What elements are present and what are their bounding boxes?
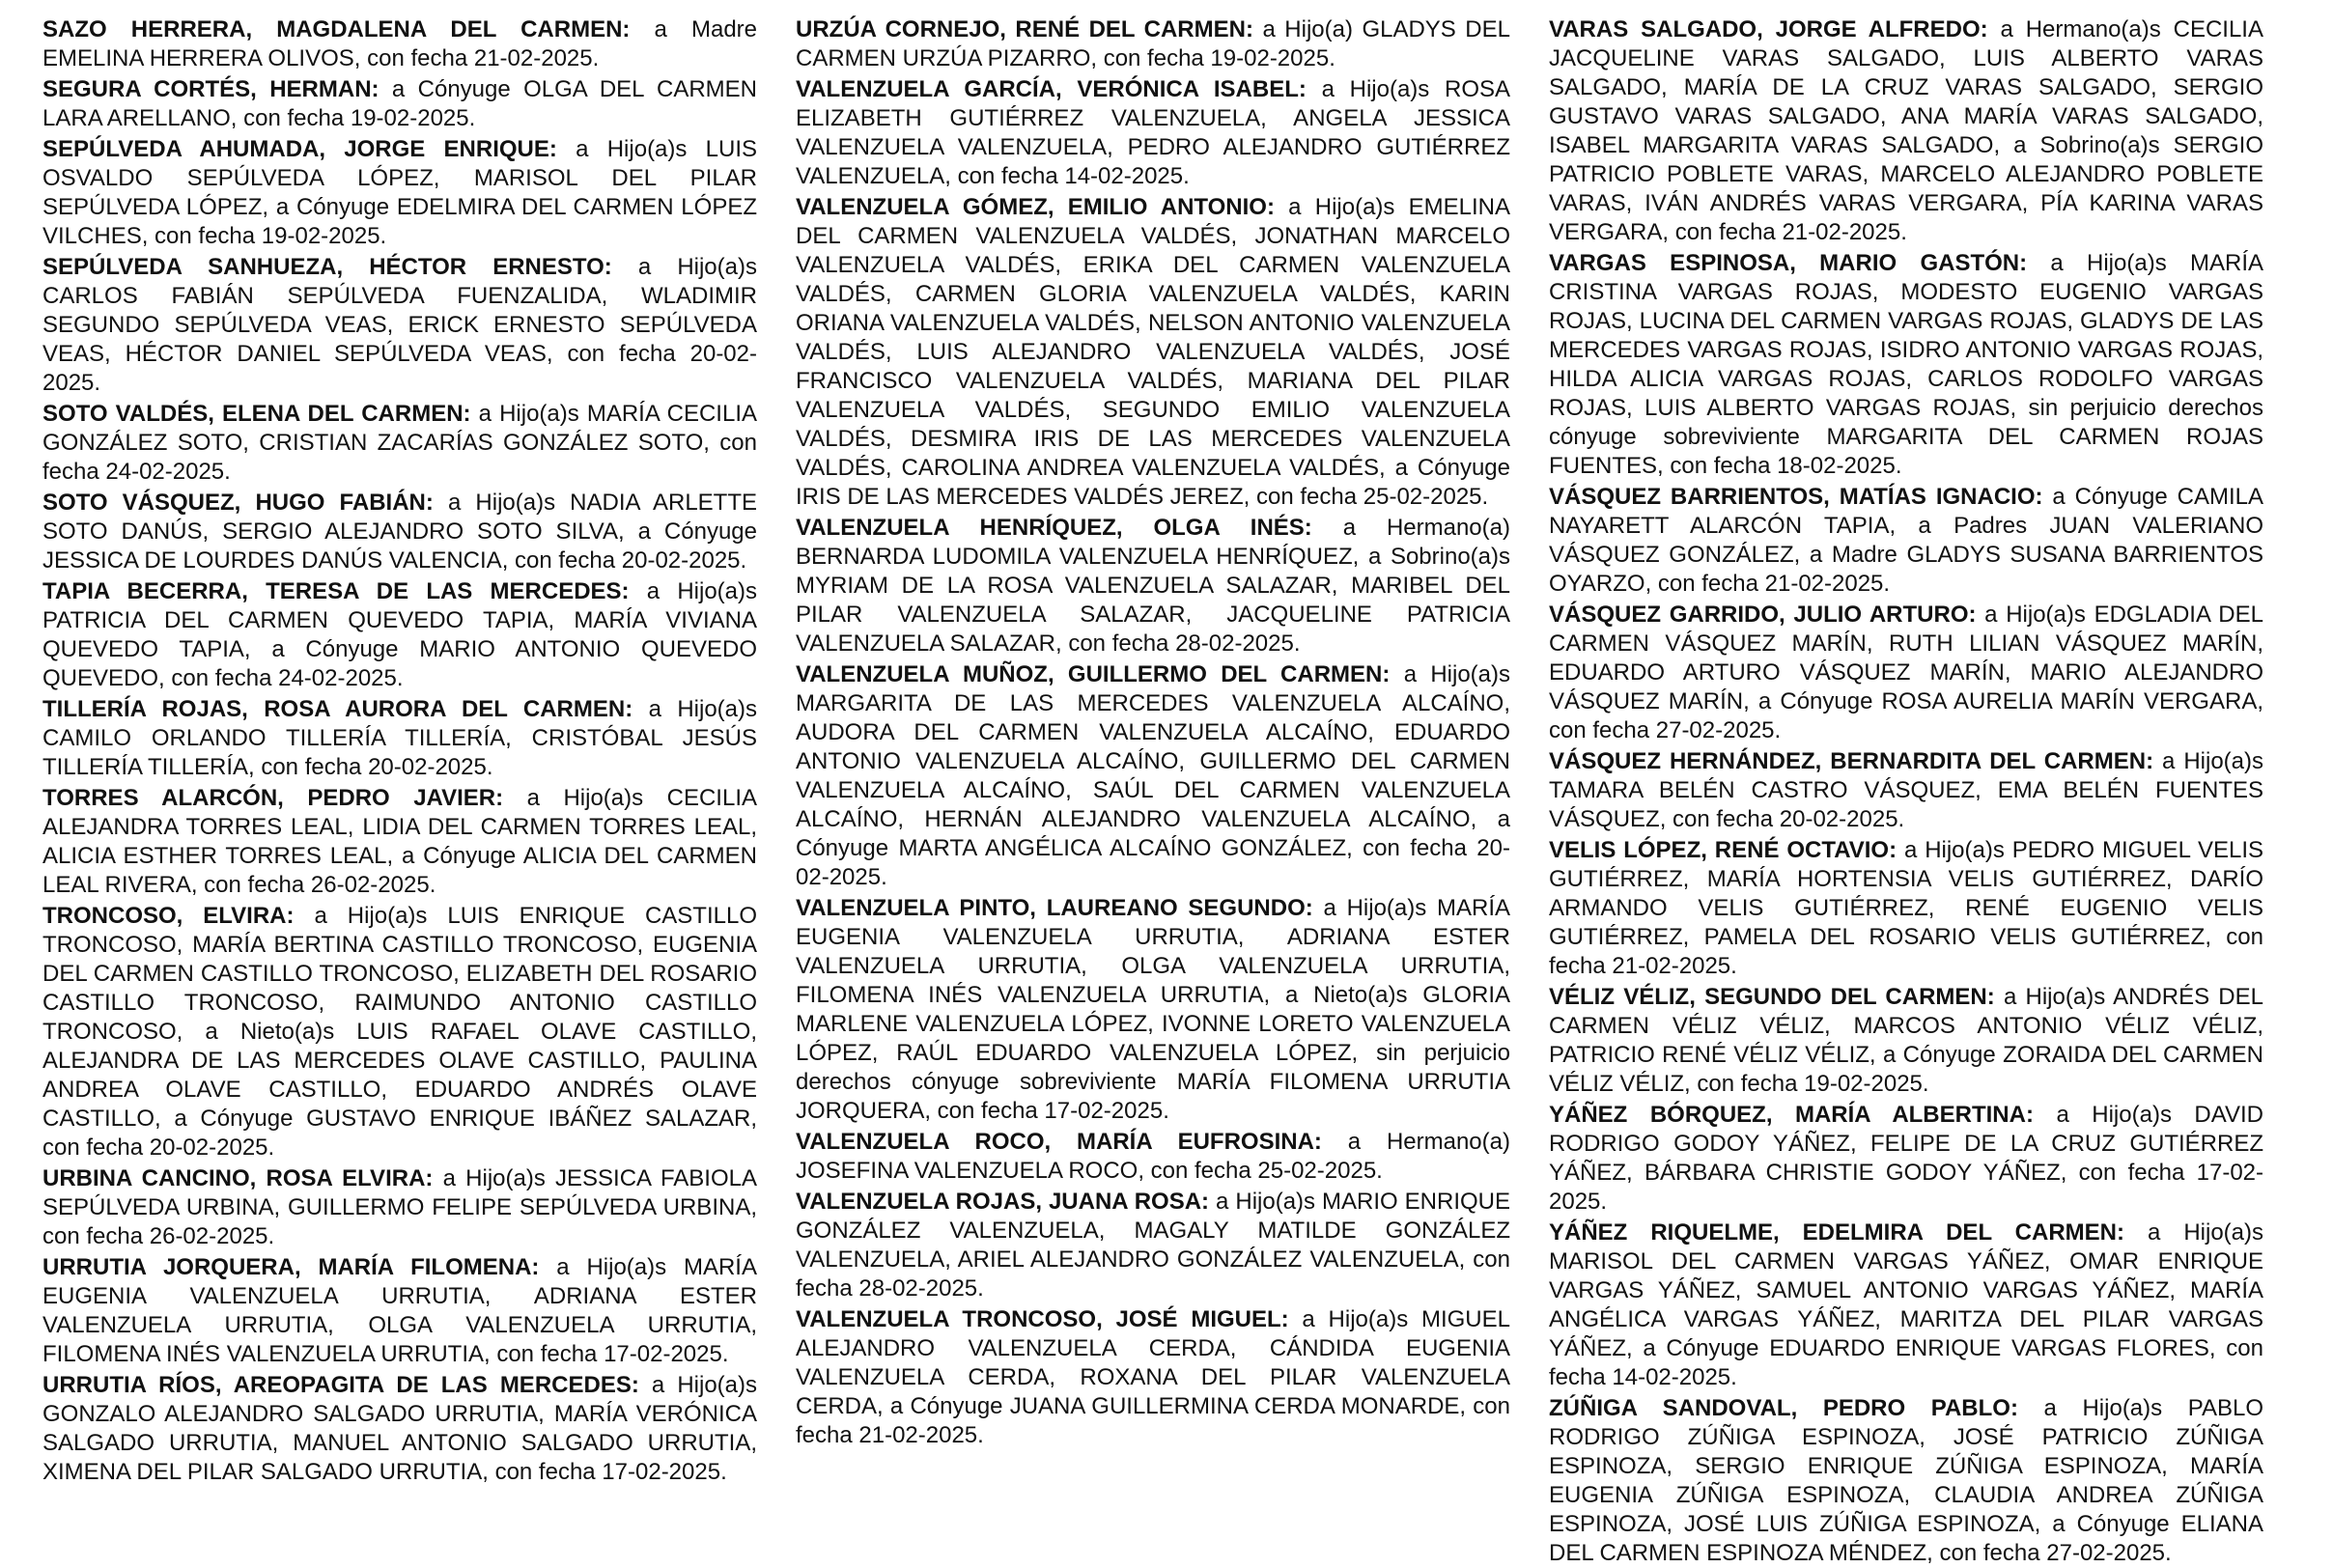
notice-entry [796,1305,1510,1450]
notice-entry [796,894,1510,1126]
entry-text: a Hijo(a)s EDGLADIA DEL CARMEN VÁSQUEZ MARÍN, RUTH LILIAN VÁSQUEZ MARÍN, EDUARDO ARTURO VÁSQUEZ MARÍN, MARIO ALEJANDRO VÁSQUEZ MARÍN, a Cónyuge ROSA AURELIA MARÍN VERGARA, con fecha 27-02-2025. [1549,602,2263,743]
entry-text: a Hermano(a) JOSEFINA VALENZUELA ROCO, con fecha 25-02-2025. [796,1129,1510,1184]
entry-text: a Hijo(a) GLADYS DEL CARMEN URZÚA PIZARRO, con fecha 19-02-2025. [796,16,1510,71]
entry-name: SOTO VÁSQUEZ, HUGO FABIÁN: [42,490,434,516]
entry-text: a Hijo(a)s MARISOL DEL CARMEN VARGAS YÁÑEZ, OMAR ENRIQUE VARGAS YÁÑEZ, SAMUEL ANTONIO VARGAS YÁÑEZ, MARÍA ANGÉLICA VARGAS YÁÑEZ, MARITZA DEL PILAR VARGAS YÁÑEZ, a Cónyuge EDUARDO ENRIQUE VARGAS FLORES, con fecha 14-02-2025. [1549,1219,2263,1390]
entry-text: a Madre EMELINA HERRERA OLIVOS, con fecha 21-02-2025. [42,16,758,71]
entry-text: a Hijo(a)s GONZALO ALEJANDRO SALGADO URRUTIA, MARÍA VERÓNICA SALGADO URRUTIA, MANUEL ANTONIO SALGADO URRUTIA, XIMENA DEL PILAR SALGADO URRUTIA, con fecha 17-02-2025. [42,1372,757,1485]
notice-entry [1549,1218,2263,1392]
notice-entry [796,660,1510,892]
notice-entry [1549,747,2263,834]
notice-entry [42,135,757,251]
entry-name: YÁÑEZ RIQUELME, EDELMIRA DEL CARMEN: [1549,1219,2124,1246]
notice-entry [796,1128,1510,1186]
notice-entry [1549,15,2263,247]
entry-name: YÁÑEZ BÓRQUEZ, MARÍA ALBERTINA: [1549,1102,2034,1128]
column-right [1549,15,2264,1566]
entry-text: a Hijo(a)s CECILIA ALEJANDRA TORRES LEAL, LIDIA DEL CARMEN TORRES LEAL, ALICIA ESTHER TORRES LEAL, a Cónyuge ALICIA DEL CARMEN LEAL RIVERA, con fecha 26-02-2025. [42,785,757,898]
notice-entry [796,514,1510,658]
entry-text: a Hijo(a)s LUIS OSVALDO SEPÚLVEDA LÓPEZ, MARISOL DEL PILAR SEPÚLVEDA LÓPEZ, a Cónyuge EDELMIRA DEL CARMEN LÓPEZ VILCHES, con fecha 19-02-2025. [42,136,758,249]
entry-name: VARGAS ESPINOSA, MARIO GASTÓN: [1549,250,2028,276]
entry-text: a Hijo(a)s LUIS ENRIQUE CASTILLO TRONCOSO, MARÍA BERTINA CASTILLO TRONCOSO, EUGENIA DEL CARMEN CASTILLO TRONCOSO, ELIZABETH DEL ROSARIO CASTILLO TRONCOSO, RAIMUNDO ANTONIO CASTILLO TRONCOSO, a Nieto(a)s LUIS RAFAEL OLAVE CASTILLO, ALEJANDRA DE LAS MERCEDES OLAVE CASTILLO, PAULINA ANDREA OLAVE CASTILLO, EDUARDO ANDRÉS OLAVE CASTILLO, a Cónyuge GUSTAVO ENRIQUE IBÁÑEZ SALAZAR, con fecha 20-02-2025. [42,903,757,1161]
entry-text: a Hijo(a)s PATRICIA DEL CARMEN QUEVEDO TAPIA, MARÍA VIVIANA QUEVEDO TAPIA, a Cónyuge MARIO ANTONIO QUEVEDO QUEVEDO, con fecha 24-02-2025. [42,578,757,691]
notice-entry [796,193,1510,512]
entry-text: a Hermano(a) BERNARDA LUDOMILA VALENZUELA HENRÍQUEZ, a Sobrino(a)s MYRIAM DE LA ROSA VALENZUELA SALAZAR, MARIBEL DEL PILAR VALENZUELA SALAZAR, JACQUELINE PATRICIA VALENZUELA SALAZAR, con fecha 28-02-2025. [796,515,1510,657]
entry-text: a Hijo(a)s MARIO ENRIQUE GONZÁLEZ VALENZUELA, MAGALY MATILDE GONZÁLEZ VALENZUELA, ARIEL ALEJANDRO GONZÁLEZ VALENZUELA, con fecha 28-02-2025. [796,1189,1510,1302]
notice-entry [1549,1394,2263,1568]
notice-entry [42,400,757,487]
entry-text: a Cónyuge OLGA DEL CARMEN LARA ARELLANO, con fecha 19-02-2025. [42,76,757,131]
notice-entry [1549,983,2263,1099]
entry-text: a Hijo(a)s CAMILO ORLANDO TILLERÍA TILLERÍA, CRISTÓBAL JESÚS TILLERÍA TILLERÍA, con fecha 20-02-2025. [42,696,757,780]
entry-text: a Hijo(a)s MIGUEL ALEJANDRO VALENZUELA CERDA, CÁNDIDA EUGENIA VALENZUELA CERDA, ROXANA DEL PILAR VALENZUELA CERDA, a Cónyuge JUANA GUILLERMINA CERDA MONARDE, con fecha 21-02-2025. [796,1306,1510,1448]
column-middle [796,15,1510,1464]
notice-entry [1549,836,2263,981]
entry-text: a Hijo(a)s MARÍA EUGENIA VALENZUELA URRUTIA, ADRIANA ESTER VALENZUELA URRUTIA, OLGA VALENZUELA URRUTIA, FILOMENA INÉS VALENZUELA URRUTIA, con fecha 17-02-2025. [42,1254,757,1367]
entry-name: SAZO HERRERA, MAGDALENA DEL CARMEN: [42,16,631,42]
entry-name: VÁSQUEZ BARRIENTOS, MATÍAS IGNACIO: [1549,484,2043,510]
entry-name: VALENZUELA MUÑOZ, GUILLERMO DEL CARMEN: [796,661,1391,687]
entry-name: URZÚA CORNEJO, RENÉ DEL CARMEN: [796,16,1253,42]
notice-entry [42,1253,757,1369]
notice-entry [796,1188,1510,1303]
notice-entry [42,253,757,398]
entry-name: ZÚÑIGA SANDOVAL, PEDRO PABLO: [1549,1395,2018,1421]
entry-text: a Hijo(a)s NADIA ARLETTE SOTO DANÚS, SERGIO ALEJANDRO SOTO SILVA, a Cónyuge JESSICA DE LOURDES DANÚS VALENCIA, con fecha 20-02-2025. [42,490,757,574]
notice-entry [796,75,1510,191]
entry-text: a Hijo(a)s TAMARA BELÉN CASTRO VÁSQUEZ, EMA BELÉN FUENTES VÁSQUEZ, con fecha 20-02-2025. [1549,748,2263,832]
entry-text: a Hijo(a)s JESSICA FABIOLA SEPÚLVEDA URBINA, GUILLERMO FELIPE SEPÚLVEDA URBINA, con fecha 26-02-2025. [42,1165,757,1249]
notice-entry [42,577,757,693]
entry-text: a Hijo(a)s MARGARITA DE LAS MERCEDES VALENZUELA ALCAÍNO, AUDORA DEL CARMEN VALENZUELA ALCAÍNO, EDUARDO ANTONIO VALENZUELA ALCAÍNO, GUILLERMO DEL CARMEN VALENZUELA ALCAÍNO, SAÚL DEL CARMEN VALENZUELA ALCAÍNO, HERNÁN ALEJANDRO VALENZUELA ALCAÍNO, a Cónyuge MARTA ANGÉLICA ALCAÍNO GONZÁLEZ, con fecha 20-02-2025. [796,661,1511,890]
entry-text: a Hermano(a)s CECILIA JACQUELINE VARAS SALGADO, LUIS ALBERTO VARAS SALGADO, MARÍA DE LA CRUZ VARAS SALGADO, SERGIO GUSTAVO VARAS SALGADO, ANA MARÍA VARAS SALGADO, ISABEL MARGARITA VARAS SALGADO, a Sobrino(a)s SERGIO PATRICIO POBLETE VARAS, MARCELO ALEJANDRO POBLETE VARAS, IVÁN ANDRÉS VARAS VERGARA, PÍA KARINA VARAS VERGARA, con fecha 21-02-2025. [1549,16,2263,245]
entry-text: a Hijo(a)s EMELINA DEL CARMEN VALENZUELA VALDÉS, JONATHAN MARCELO VALENZUELA VALDÉS, ERIKA DEL CARMEN VALENZUELA VALDÉS, CARMEN GLORIA VALENZUELA VALDÉS, KARIN ORIANA VALENZUELA VALDÉS, NELSON ANTONIO VALENZUELA VALDÉS, LUIS ALEJANDRO VALENZUELA VALDÉS, JOSÉ FRANCISCO VALENZUELA VALDÉS, MARIANA DEL PILAR VALENZUELA VALDÉS, SEGUNDO EMILIO VALENZUELA VALDÉS, DESMIRA IRIS DE LAS MERCEDES VALENZUELA VALDÉS, CAROLINA ANDREA VALENZUELA VALDÉS, a Cónyuge IRIS DE LAS MERCEDES VALDÉS JEREZ, con fecha 25-02-2025. [796,194,1510,510]
entry-name: VALENZUELA HENRÍQUEZ, OLGA INÉS: [796,515,1312,541]
notice-entry [42,695,757,782]
column-left [42,15,758,1485]
entry-text: a Hijo(a)s CARLOS FABIÁN SEPÚLVEDA FUENZALIDA, WLADIMIR SEGUNDO SEPÚLVEDA VEAS, ERICK ERNESTO SEPÚLVEDA VEAS, HÉCTOR DANIEL SEPÚLVEDA VEAS, con fecha 20-02-2025. [42,254,757,396]
notice-entry [42,902,757,1162]
entry-name: VALENZUELA PINTO, LAUREANO SEGUNDO: [796,895,1313,921]
entry-name: SEPÚLVEDA AHUMADA, JORGE ENRIQUE: [42,136,557,162]
entry-name: URRUTIA RÍOS, AREOPAGITA DE LAS MERCEDES: [42,1372,639,1398]
entry-text: a Hijo(a)s ANDRÉS DEL CARMEN VÉLIZ VÉLIZ, MARCOS ANTONIO VÉLIZ VÉLIZ, PATRICIO RENÉ VÉLIZ VÉLIZ, a Cónyuge ZORAIDA DEL CARMEN VÉLIZ VÉLIZ, con fecha 19-02-2025. [1549,984,2263,1097]
entry-text: a Hijo(a)s PABLO RODRIGO ZÚÑIGA ESPINOZA, JOSÉ PATRICIO ZÚÑIGA ESPINOZA, SERGIO ENRIQUE ZÚÑIGA ESPINOZA, MARÍA EUGENIA ZÚÑIGA ESPINOZA, CLAUDIA ANDREA ZÚÑIGA ESPINOZA, JOSÉ LUIS ZÚÑIGA ESPINOZA, a Cónyuge ELIANA DEL CARMEN ESPINOZA MÉNDEZ, con fecha 27-02-2025. [1549,1395,2263,1566]
entry-name: VALENZUELA ROJAS, JUANA ROSA: [796,1189,1210,1215]
entry-name: VÁSQUEZ HERNÁNDEZ, BERNARDITA DEL CARMEN: [1549,748,2154,774]
entry-name: VÁSQUEZ GARRIDO, JULIO ARTURO: [1549,602,1977,628]
entry-text: a Hijo(a)s MARÍA CECILIA GONZÁLEZ SOTO, CRISTIAN ZACARÍAS GONZÁLEZ SOTO, con fecha 24-02-2025. [42,401,757,485]
entry-name: VALENZUELA ROCO, MARÍA EUFROSINA: [796,1129,1322,1155]
entry-text: a Hijo(a)s PEDRO MIGUEL VELIS GUTIÉRREZ, MARÍA HORTENSIA VELIS GUTIÉRREZ, DARÍO ARMANDO VELIS GUTIÉRREZ, RENÉ EUGENIO VELIS GUTIÉRREZ, PAMELA DEL ROSARIO VELIS GUTIÉRREZ, con fecha 21-02-2025. [1549,837,2263,979]
entry-name: URRUTIA JORQUERA, MARÍA FILOMENA: [42,1254,540,1280]
notice-entry [1549,1101,2263,1217]
entry-name: URBINA CANCINO, ROSA ELVIRA: [42,1165,434,1191]
notice-entry [1549,249,2263,481]
entry-name: SEGURA CORTÉS, HERMAN: [42,76,379,102]
entry-text: a Hijo(a)s DAVID RODRIGO GODOY YÁÑEZ, FELIPE DE LA CRUZ GUTIÉRREZ YÁÑEZ, BÁRBARA CHRISTIE GODOY YÁÑEZ, con fecha 17-02-2025. [1549,1102,2263,1215]
entry-name: VALENZUELA TRONCOSO, JOSÉ MIGUEL: [796,1306,1289,1332]
entry-name: VÉLIZ VÉLIZ, SEGUNDO DEL CARMEN: [1549,984,1995,1010]
entry-name: VALENZUELA GÓMEZ, EMILIO ANTONIO: [796,194,1275,220]
notice-entry [796,15,1510,73]
notice-entry [42,1371,757,1487]
entry-name: TILLERÍA ROJAS, ROSA AURORA DEL CARMEN: [42,696,633,722]
notice-entry [1549,483,2263,599]
entry-text: a Hijo(a)s MARÍA EUGENIA VALENZUELA URRUTIA, ADRIANA ESTER VALENZUELA URRUTIA, OLGA VALENZUELA URRUTIA, FILOMENA INÉS VALENZUELA URRUTIA, a Nieto(a)s GLORIA MARLENE VALENZUELA LÓPEZ, IVONNE LORETO VALENZUELA LÓPEZ, RAÚL EDUARDO VALENZUELA LÓPEZ, sin perjuicio derechos cónyuge sobreviviente MARÍA FILOMENA URRUTIA JORQUERA, con fecha 17-02-2025. [796,895,1510,1124]
notice-entry [42,15,757,73]
notice-entry [42,75,757,133]
entry-name: VALENZUELA GARCÍA, VERÓNICA ISABEL: [796,76,1307,102]
entry-text: a Cónyuge CAMILA NAYARETT ALARCÓN TAPIA, a Padres JUAN VALERIANO VÁSQUEZ GONZÁLEZ, a Madre GLADYS SUSANA BARRIENTOS OYARZO, con fecha 21-02-2025. [1549,484,2264,597]
notice-entry [1549,601,2263,745]
notice-entry [42,784,757,900]
entry-name: TORRES ALARCÓN, PEDRO JAVIER: [42,785,504,811]
entry-name: TAPIA BECERRA, TERESA DE LAS MERCEDES: [42,578,630,604]
notice-entry [42,489,757,575]
notice-entry [42,1164,757,1251]
entry-name: VELIS LÓPEZ, RENÉ OCTAVIO: [1549,837,1897,863]
entry-text: a Hijo(a)s MARÍA CRISTINA VARGAS ROJAS, MODESTO EUGENIO VARGAS ROJAS, LUCINA DEL CARMEN VARGAS ROJAS, GLADYS DE LAS MERCEDES VARGAS ROJAS, ISIDRO ANTONIO VARGAS ROJAS, HILDA ALICIA VARGAS ROJAS, CARLOS RODOLFO VARGAS ROJAS, LUIS ALBERTO VARGAS ROJAS, sin perjuicio derechos cónyuge sobreviviente MARGARITA DEL CARMEN ROJAS FUENTES, con fecha 18-02-2025. [1549,250,2263,479]
entry-text: a Hijo(a)s ROSA ELIZABETH GUTIÉRREZ VALENZUELA, ANGELA JESSICA VALENZUELA VALENZUELA, PEDRO ALEJANDRO GUTIÉRREZ VALENZUELA, con fecha 14-02-2025. [796,76,1510,189]
entry-name: VARAS SALGADO, JORGE ALFREDO: [1549,16,1988,42]
entry-name: SEPÚLVEDA SANHUEZA, HÉCTOR ERNESTO: [42,254,612,280]
entry-name: TRONCOSO, ELVIRA: [42,903,295,929]
entry-name: SOTO VALDÉS, ELENA DEL CARMEN: [42,401,471,427]
notice-page [42,15,2264,1566]
